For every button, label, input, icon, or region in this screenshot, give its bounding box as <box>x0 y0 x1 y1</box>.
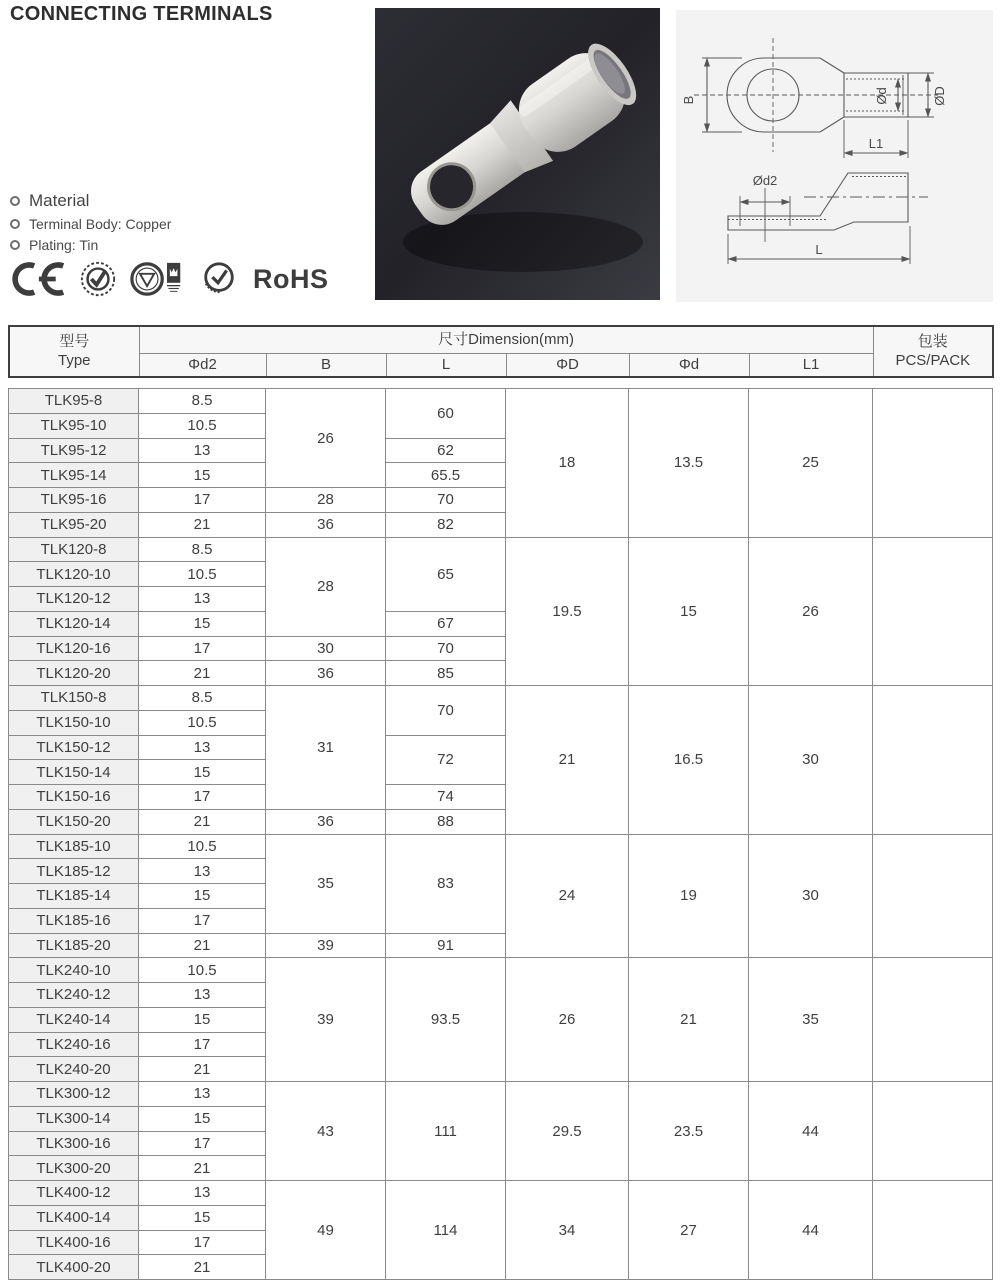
cell-type: TLK400-20 <box>9 1255 139 1280</box>
cell-b: 36 <box>266 512 386 537</box>
material-heading: Material <box>29 191 90 210</box>
cell-phiD: 21 <box>506 686 629 835</box>
table-row <box>9 834 993 859</box>
material-section <box>10 191 171 258</box>
cell-l1: 30 <box>749 834 873 958</box>
cell-l: 70 <box>386 636 506 661</box>
bullet-icon <box>10 219 20 229</box>
cell-d2: 13 <box>139 1181 266 1206</box>
cell-b: 49 <box>266 1181 386 1280</box>
material-item-row <box>10 237 171 253</box>
cell-l: 65 <box>386 537 506 611</box>
cell-type: TLK150-14 <box>9 760 139 785</box>
spec-table-header <box>8 325 994 378</box>
cell-phiD: 24 <box>506 834 629 958</box>
dimension-drawing <box>676 10 993 302</box>
cell-type: TLK150-12 <box>9 735 139 760</box>
header-type-zh: 型号 <box>59 332 90 350</box>
cell-phid: 13.5 <box>629 389 749 538</box>
cell-pack <box>873 1181 993 1280</box>
cell-d2: 13 <box>139 587 266 612</box>
cell-d2: 13 <box>139 983 266 1008</box>
cell-type: TLK95-16 <box>9 488 139 513</box>
cell-l: 83 <box>386 834 506 933</box>
material-item: Plating: Tin <box>29 237 99 253</box>
cell-type: TLK300-16 <box>9 1131 139 1156</box>
header-sub-phid: Φd <box>629 354 749 378</box>
table-row <box>9 1181 993 1206</box>
bullet-icon <box>10 196 20 206</box>
cell-type: TLK95-14 <box>9 463 139 488</box>
cell-l1: 30 <box>749 686 873 835</box>
cell-phiD: 18 <box>506 389 629 538</box>
cell-type: TLK120-14 <box>9 611 139 636</box>
dim-label-l1: L1 <box>868 136 884 151</box>
sgs-check-badge-icon <box>198 260 240 298</box>
cell-l: 60 <box>386 389 506 439</box>
cell-d2: 21 <box>139 1057 266 1082</box>
cell-type: TLK120-8 <box>9 537 139 562</box>
header-dimension: 尺寸Dimension(mm) <box>139 326 873 354</box>
dim-label-l: L <box>815 242 823 257</box>
header-pack-zh: 包装 <box>917 332 948 350</box>
cell-d2: 13 <box>139 735 266 760</box>
page-title: CONNECTING TERMINALS <box>10 3 273 25</box>
cell-l: 91 <box>386 933 506 958</box>
cell-type: TLK240-12 <box>9 983 139 1008</box>
technical-drawing <box>676 10 993 302</box>
cell-b: 43 <box>266 1082 386 1181</box>
material-heading-row <box>10 191 171 211</box>
cell-d2: 21 <box>139 512 266 537</box>
cell-d2: 17 <box>139 488 266 513</box>
cell-d2: 15 <box>139 463 266 488</box>
cell-type: TLK185-16 <box>9 908 139 933</box>
cell-d2: 17 <box>139 785 266 810</box>
cell-d2: 13 <box>139 859 266 884</box>
header-sub-b: B <box>266 354 386 378</box>
cable-lug-photo-illustration <box>375 8 660 300</box>
cell-l: 111 <box>386 1082 506 1181</box>
header-sub-l1: L1 <box>749 354 873 378</box>
dim-label-b: B <box>681 95 696 105</box>
cell-l: 93.5 <box>386 958 506 1082</box>
product-photo <box>375 8 660 300</box>
cell-d2: 17 <box>139 908 266 933</box>
ce-mark-icon <box>8 262 66 296</box>
cell-type: TLK400-16 <box>9 1230 139 1255</box>
cell-d2: 10.5 <box>139 958 266 983</box>
cell-l: 74 <box>386 785 506 810</box>
dim-label-od2: Ød2 <box>752 173 778 188</box>
cell-d2: 15 <box>139 1106 266 1131</box>
cell-d2: 10.5 <box>139 413 266 438</box>
cell-l1: 35 <box>749 958 873 1082</box>
cell-d2: 21 <box>139 809 266 834</box>
cell-l: 67 <box>386 611 506 636</box>
cell-l: 88 <box>386 809 506 834</box>
cell-type: TLK240-14 <box>9 1007 139 1032</box>
spec-table-body <box>8 388 993 1280</box>
certifications-row <box>8 258 329 300</box>
header-pack <box>873 326 993 377</box>
cell-phid: 15 <box>629 537 749 686</box>
cell-type: TLK240-10 <box>9 958 139 983</box>
cell-b: 35 <box>266 834 386 933</box>
cell-b: 30 <box>266 636 386 661</box>
cell-type: TLK240-16 <box>9 1032 139 1057</box>
cell-pack <box>873 958 993 1082</box>
cell-pack <box>873 1082 993 1181</box>
header-type-en: Type <box>57 351 91 369</box>
material-item-row <box>10 216 171 232</box>
cell-b: 26 <box>266 389 386 488</box>
cell-l1: 26 <box>749 537 873 686</box>
cell-type: TLK95-12 <box>9 438 139 463</box>
cell-d2: 21 <box>139 1156 266 1181</box>
cell-l: 62 <box>386 438 506 463</box>
header-type <box>9 326 139 377</box>
cell-l1: 44 <box>749 1082 873 1181</box>
cell-l: 85 <box>386 661 506 686</box>
cell-type: TLK150-16 <box>9 785 139 810</box>
cell-d2: 17 <box>139 1131 266 1156</box>
cell-phid: 23.5 <box>629 1082 749 1181</box>
dim-label-od-inner: Ød <box>874 87 889 105</box>
cell-b: 36 <box>266 661 386 686</box>
cell-l: 70 <box>386 686 506 736</box>
cell-type: TLK300-20 <box>9 1156 139 1181</box>
cell-d2: 8.5 <box>139 389 266 414</box>
cell-type: TLK240-20 <box>9 1057 139 1082</box>
cell-pack <box>873 389 993 538</box>
cell-pack <box>873 686 993 835</box>
cell-phid: 19 <box>629 834 749 958</box>
cell-b: 36 <box>266 809 386 834</box>
cell-type: TLK185-10 <box>9 834 139 859</box>
cell-b: 39 <box>266 958 386 1082</box>
cell-d2: 8.5 <box>139 537 266 562</box>
cell-b: 28 <box>266 488 386 513</box>
cell-type: TLK150-8 <box>9 686 139 711</box>
table-row <box>9 958 993 983</box>
bullet-icon <box>10 240 20 250</box>
cell-type: TLK185-14 <box>9 884 139 909</box>
cell-phiD: 26 <box>506 958 629 1082</box>
cell-d2: 8.5 <box>139 686 266 711</box>
material-item: Terminal Body: Copper <box>29 216 172 232</box>
cell-phiD: 29.5 <box>506 1082 629 1181</box>
cell-type: TLK185-20 <box>9 933 139 958</box>
cell-b: 39 <box>266 933 386 958</box>
iso-ukas-badge-icon <box>130 260 185 298</box>
cell-l: 82 <box>386 512 506 537</box>
cell-d2: 13 <box>139 438 266 463</box>
cell-type: TLK400-14 <box>9 1205 139 1230</box>
cell-d2: 17 <box>139 1230 266 1255</box>
quality-check-badge-icon <box>79 260 117 298</box>
cell-phid: 27 <box>629 1181 749 1280</box>
cell-phid: 21 <box>629 958 749 1082</box>
cell-type: TLK185-12 <box>9 859 139 884</box>
table-row <box>9 537 993 562</box>
header-sub-phiD: ΦD <box>506 354 629 378</box>
cell-type: TLK120-16 <box>9 636 139 661</box>
cell-type: TLK300-12 <box>9 1082 139 1107</box>
cell-type: TLK95-10 <box>9 413 139 438</box>
cell-type: TLK150-10 <box>9 710 139 735</box>
cell-d2: 13 <box>139 1082 266 1107</box>
cell-d2: 15 <box>139 760 266 785</box>
cell-phiD: 34 <box>506 1181 629 1280</box>
drawing-top-view <box>694 38 938 158</box>
cell-type: TLK300-14 <box>9 1106 139 1131</box>
cell-phid: 16.5 <box>629 686 749 835</box>
cell-d2: 15 <box>139 611 266 636</box>
header-pack-en: PCS/PACK <box>895 351 971 369</box>
header-sub-d2: Φd2 <box>139 354 266 378</box>
cell-l1: 44 <box>749 1181 873 1280</box>
cell-l: 114 <box>386 1181 506 1280</box>
cell-type: TLK120-12 <box>9 587 139 612</box>
table-row <box>9 389 993 414</box>
cell-d2: 21 <box>139 1255 266 1280</box>
cell-d2: 17 <box>139 636 266 661</box>
cell-d2: 15 <box>139 1007 266 1032</box>
table-row <box>9 1082 993 1107</box>
cell-b: 28 <box>266 537 386 636</box>
cell-d2: 10.5 <box>139 834 266 859</box>
cell-pack <box>873 834 993 958</box>
cell-type: TLK400-12 <box>9 1181 139 1206</box>
cell-type: TLK120-10 <box>9 562 139 587</box>
cell-l1: 25 <box>749 389 873 538</box>
cell-type: TLK95-8 <box>9 389 139 414</box>
cell-type: TLK150-20 <box>9 809 139 834</box>
cell-b: 31 <box>266 686 386 810</box>
header-sub-l: L <box>386 354 506 378</box>
cell-d2: 17 <box>139 1032 266 1057</box>
cell-d2: 10.5 <box>139 710 266 735</box>
cell-type: TLK95-20 <box>9 512 139 537</box>
table-row <box>9 686 993 711</box>
rohs-label: RoHS <box>253 263 329 294</box>
dim-label-od-outer: ØD <box>932 86 947 106</box>
cell-d2: 10.5 <box>139 562 266 587</box>
cell-l: 72 <box>386 735 506 785</box>
cell-l: 70 <box>386 488 506 513</box>
cell-d2: 21 <box>139 933 266 958</box>
cell-phiD: 19.5 <box>506 537 629 686</box>
cell-l: 65.5 <box>386 463 506 488</box>
cell-d2: 21 <box>139 661 266 686</box>
cell-d2: 15 <box>139 1205 266 1230</box>
cell-type: TLK120-20 <box>9 661 139 686</box>
cell-pack <box>873 537 993 686</box>
cell-d2: 15 <box>139 884 266 909</box>
